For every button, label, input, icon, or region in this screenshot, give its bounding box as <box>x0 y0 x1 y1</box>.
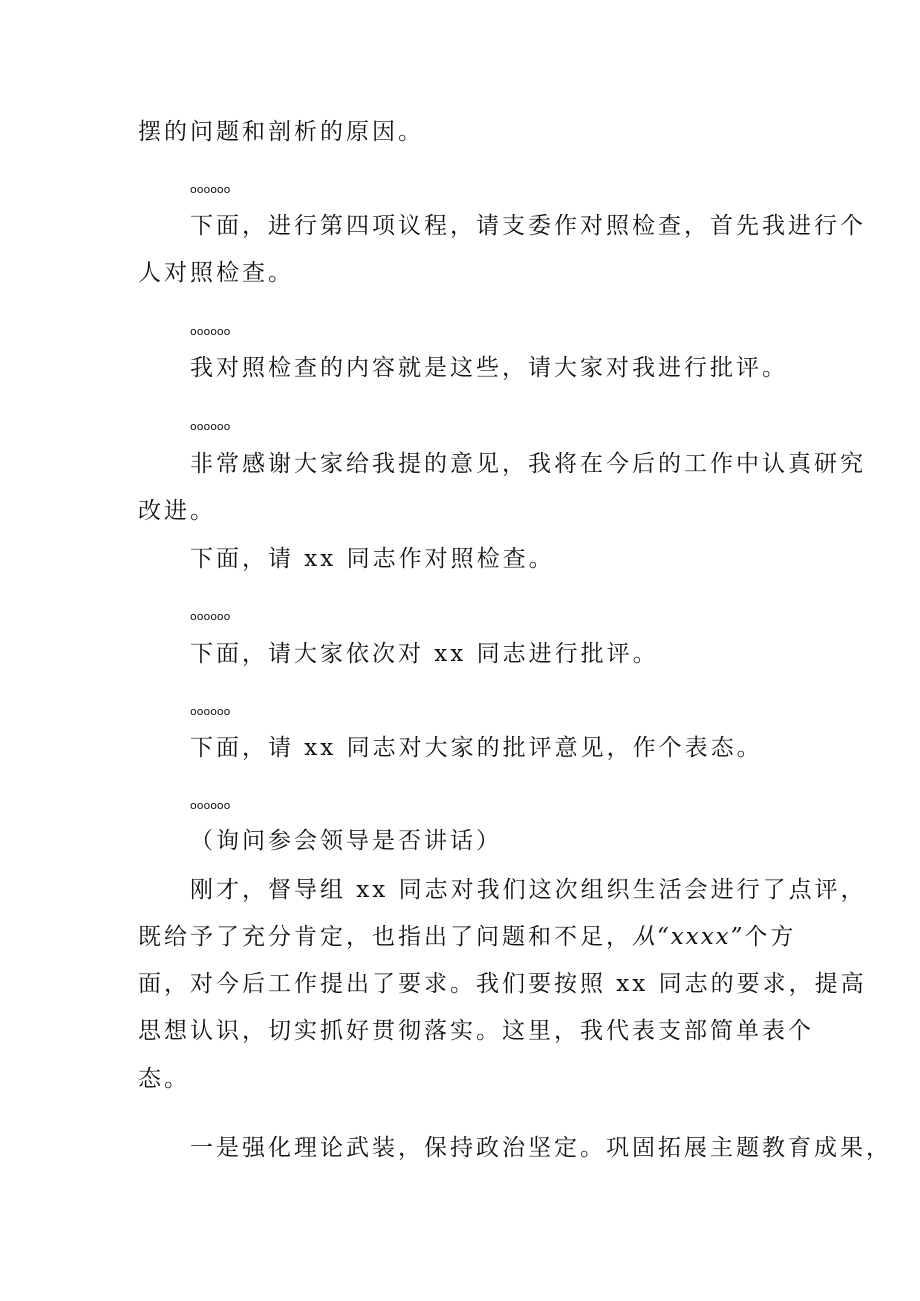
paragraph-summary-line-4: 思想认识，切实抓好贯彻落实。这里，我代表支部简单表个 <box>138 1018 814 1044</box>
ellipsis-marker: oooooo <box>190 610 231 623</box>
paragraph-thanks-line-2: 改进。 <box>138 498 216 524</box>
ellipsis-marker: oooooo <box>190 705 231 718</box>
summary-line-2-text: 既给予了充分肯定，也指出了问题和不足， <box>138 924 632 950</box>
paragraph-response: 下面，请 xx 同志对大家的批评意见，作个表态。 <box>190 735 763 761</box>
paragraph-self-review-end: 我对照检查的内容就是这些，请大家对我进行批评。 <box>190 355 788 381</box>
summary-line-2-tail: 个方 <box>744 924 797 950</box>
ellipsis-marker: oooooo <box>190 325 231 338</box>
paragraph-summary-line-5: 态。 <box>138 1066 190 1092</box>
paragraph-point-one: 一是强化理论武装，保持政治坚定。巩固拓展主题教育成果， <box>190 1135 892 1161</box>
ellipsis-marker: oooooo <box>190 420 231 433</box>
paragraph-summary-line-2 <box>138 922 796 952</box>
paragraph-agenda-item-4-line-2: 人对照检查。 <box>138 260 294 286</box>
paragraph-criticism: 下面，请大家依次对 xx 同志进行批评。 <box>190 641 659 667</box>
paragraph-thanks-line-1: 非常感谢大家给我提的意见，我将在今后的工作中认真研究 <box>190 451 866 477</box>
ellipsis-marker: oooooo <box>190 799 231 812</box>
stage-direction: （询问参会领导是否讲话） <box>190 828 502 854</box>
summary-line-2-quote: 从“xxxx” <box>632 924 745 950</box>
paragraph-summary-line-3: 面，对今后工作提出了要求。我们要按照 xx 同志的要求，提高 <box>138 971 867 997</box>
paragraph-next-speaker: 下面，请 xx 同志作对照检查。 <box>190 546 555 572</box>
paragraph-continuation: 摆的问题和剖析的原因。 <box>138 119 424 145</box>
ellipsis-marker: oooooo <box>190 183 231 196</box>
paragraph-agenda-item-4-line-1: 下面，进行第四项议程，请支委作对照检查，首先我进行个 <box>190 213 866 239</box>
paragraph-summary-line-1: 刚才，督导组 xx 同志对我们这次组织生活会进行了点评， <box>190 877 867 903</box>
